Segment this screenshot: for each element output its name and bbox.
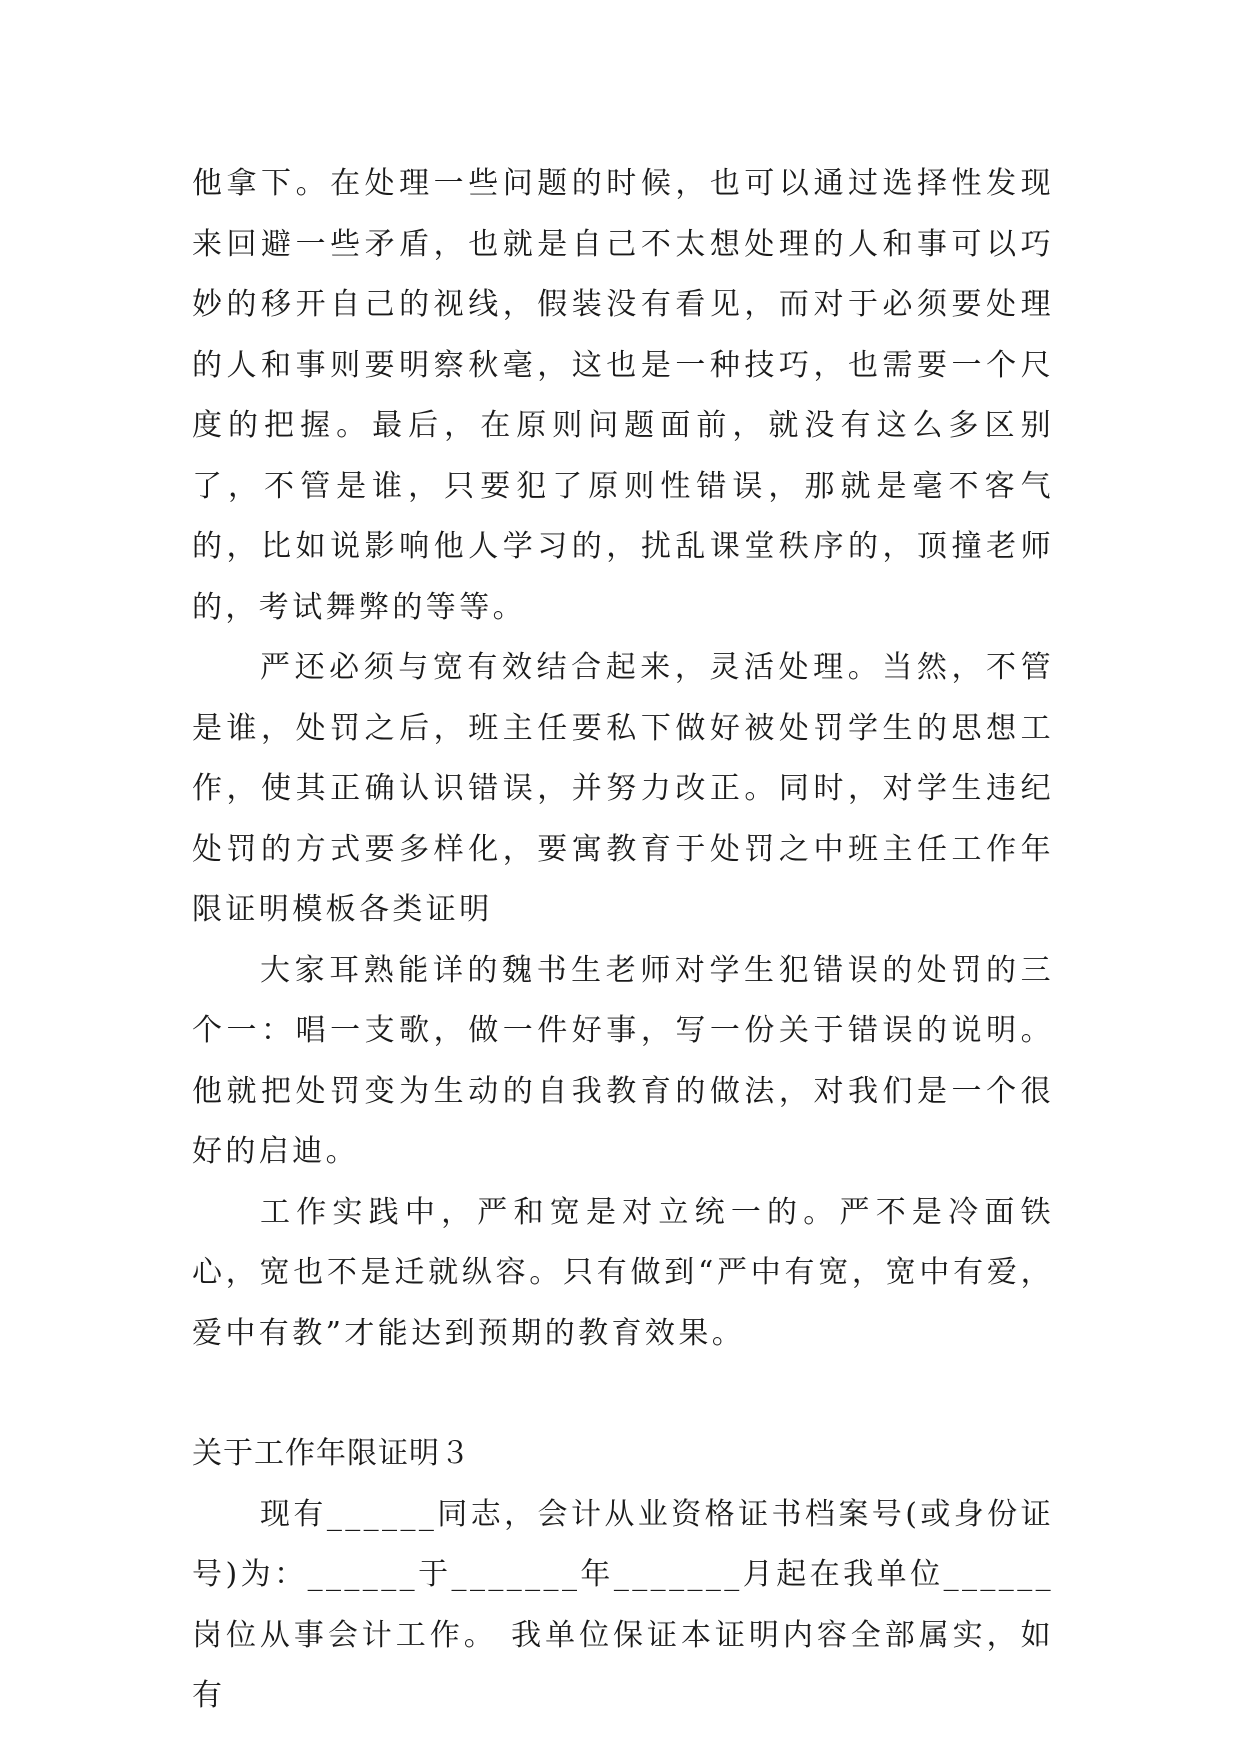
document-body <box>192 154 1054 1727</box>
paragraph-2: 严还必须与宽有效结合起来，灵活处理。当然，不管是谁，处罚之后，班主任要私下做好被处罚学生的思想工作，使其正确认识错误，并努力改正。同时，对学生违纪处罚的方式要多样化，要寓教育于处罚之中班主任工作年限证明模板各类证明 <box>192 650 1054 927</box>
section-spacer <box>192 1364 1054 1424</box>
section-title: 关于工作年限证明３ <box>192 1436 471 1471</box>
paragraph-3: 大家耳熟能详的魏书生老师对学生犯错误的处罚的三个一：唱一支歌，做一件好事，写一份关于错误的说明。他就把处罚变为生动的自我教育的做法，对我们是一个很好的启迪。 <box>192 952 1054 1169</box>
paragraph-1: 他拿下。在处理一些问题的时候，也可以通过选择性发现来回避一些矛盾，也就是自己不太想处理的人和事可以巧妙的移开自己的视线，假装没有看见，而对于必须要处理的人和事则要明察秋毫，这也是一种技巧，也需要一个尺度的把握。最后，在原则问题面前，就没有这么多区别了，不管是谁，只要犯了原则性错误，那就是毫不客气的，比如说影响他人学习的，扰乱课堂秩序的，顶撞老师的，考试舞弊的等等。 <box>192 166 1054 625</box>
paragraph-4: 工作实践中，严和宽是对立统一的。严不是冷面铁心，宽也不是迁就纵容。只有做到“严中有宽，宽中有爱，爱中有教”才能达到预期的教育效果。 <box>192 1194 1054 1351</box>
certificate-paragraph: 现有______同志，会计从业资格证书档案号(或身份证号)为：______于_______年_______月起在我单位______岗位从事会计工作。 我单位保证本证明内容全部属实，如有 <box>192 1496 1054 1713</box>
